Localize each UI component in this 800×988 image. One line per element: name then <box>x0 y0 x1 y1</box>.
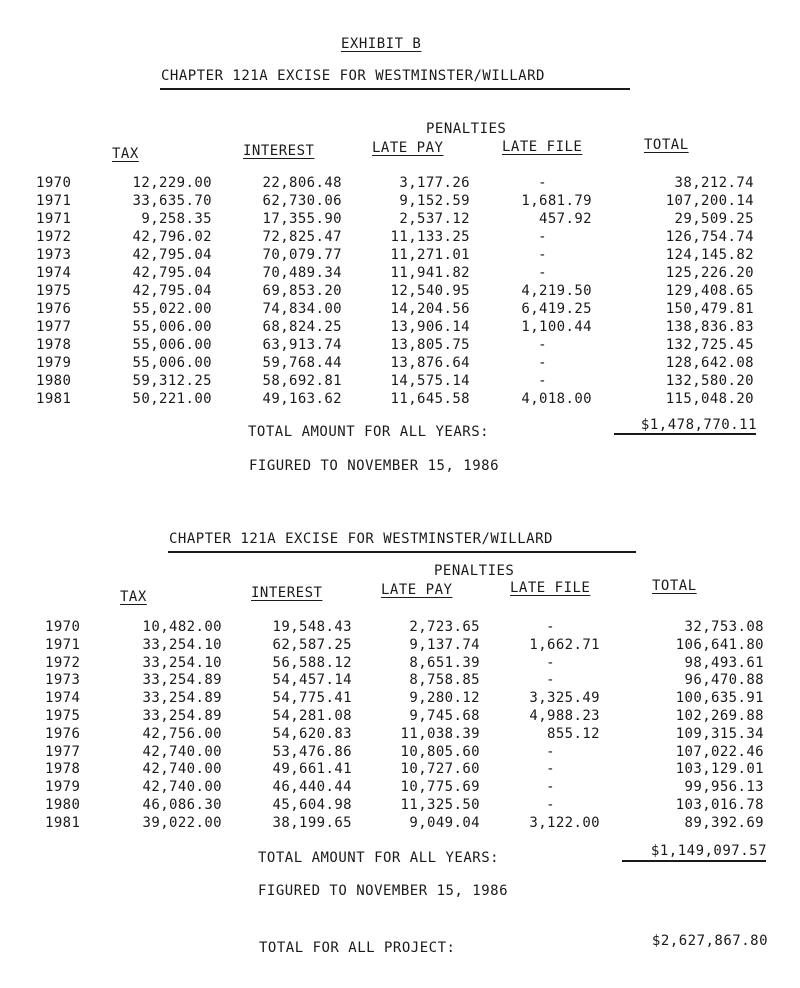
total-value-underline <box>622 860 766 862</box>
year-cell: 1971 <box>36 193 72 209</box>
tax-header: TAX <box>112 146 139 162</box>
total-cell: 100,635.91 <box>675 690 764 707</box>
late-file-cell: - <box>546 797 555 813</box>
late-file-cell: 4,988.23 <box>529 708 600 724</box>
tax-cell: 42,795.04 <box>132 247 212 263</box>
late-file-cell: 6,419.25 <box>521 301 592 317</box>
late-file-cell: - <box>538 337 547 353</box>
late-file-cell: - <box>546 619 555 635</box>
table-row <box>0 761 800 778</box>
late-pay-cell: 13,805.75 <box>390 337 470 353</box>
year-cell: 1978 <box>36 337 72 353</box>
late-pay-header: LATE PAY <box>372 140 444 156</box>
total-cell: 115,048.20 <box>665 391 754 407</box>
grand-total-label: TOTAL FOR ALL PROJECT: <box>259 940 456 956</box>
interest-cell: 62,587.25 <box>272 636 352 653</box>
tax-cell: 42,796.02 <box>132 229 212 245</box>
late-file-cell: 457.92 <box>539 211 592 227</box>
interest-cell: 38,199.65 <box>272 814 352 831</box>
interest-cell: 70,489.34 <box>262 265 342 281</box>
tax-cell: 33,254.89 <box>142 672 222 689</box>
total-all-years-label: TOTAL AMOUNT FOR ALL YEARS: <box>248 424 490 440</box>
tax-cell: 42,740.00 <box>142 779 222 796</box>
late-file-cell: - <box>538 265 547 281</box>
late-pay-cell: 11,038.39 <box>400 725 480 742</box>
late-pay-cell: 2,537.12 <box>399 211 470 227</box>
total-cell: 103,129.01 <box>675 761 764 778</box>
interest-cell: 68,824.25 <box>262 319 342 335</box>
late-file-cell: - <box>546 672 555 689</box>
table-row <box>0 355 800 372</box>
grand-total-value: $2,627,867.80 <box>651 933 768 949</box>
year-cell: 1976 <box>45 725 81 742</box>
late-file-cell: - <box>546 654 555 671</box>
interest-cell: 54,620.83 <box>272 725 352 742</box>
interest-cell: 74,834.00 <box>262 301 342 317</box>
total-cell: 98,493.61 <box>684 654 764 671</box>
tax-cell: 42,756.00 <box>142 725 222 742</box>
late-file-cell: 3,325.49 <box>529 690 600 707</box>
tax-cell: 42,740.00 <box>142 743 222 760</box>
late-pay-cell: 11,325.50 <box>400 797 480 813</box>
section-2-title: CHAPTER 121A EXCISE FOR WESTMINSTER/WILLARD <box>169 531 553 547</box>
penalties-header: PENALTIES <box>434 563 515 579</box>
tax-cell: 46,086.30 <box>142 797 222 813</box>
table-row <box>0 744 800 761</box>
table-row <box>0 726 800 743</box>
interest-cell: 56,588.12 <box>272 654 352 671</box>
tax-cell: 12,229.00 <box>132 175 212 191</box>
tax-cell: 39,022.00 <box>142 814 222 831</box>
interest-cell: 19,548.43 <box>272 619 352 635</box>
table-row <box>0 283 800 300</box>
year-cell: 1975 <box>36 283 72 299</box>
interest-cell: 22,806.48 <box>262 175 342 191</box>
total-cell: 128,642.08 <box>665 355 754 371</box>
late-pay-cell: 11,133.25 <box>390 229 470 245</box>
total-cell: 103,016.78 <box>675 797 764 813</box>
total-cell: 107,200.14 <box>665 193 754 209</box>
late-pay-cell: 3,177.26 <box>399 175 470 191</box>
total-cell: 138,836.83 <box>665 319 754 335</box>
table-row <box>0 247 800 264</box>
late-pay-cell: 14,204.56 <box>390 301 470 317</box>
interest-cell: 17,355.90 <box>262 211 342 227</box>
tax-cell: 33,254.10 <box>142 636 222 653</box>
tax-cell: 33,254.10 <box>142 654 222 671</box>
late-file-cell: - <box>538 247 547 263</box>
tax-cell: 33,254.89 <box>142 708 222 724</box>
tax-header: TAX <box>120 589 147 605</box>
tax-cell: 55,006.00 <box>132 337 212 353</box>
late-file-cell: 3,122.00 <box>529 814 600 831</box>
total-cell: 150,479.81 <box>665 301 754 317</box>
interest-cell: 58,692.81 <box>262 373 342 389</box>
total-cell: 38,212.74 <box>674 175 754 191</box>
table-row <box>0 301 800 318</box>
late-pay-cell: 11,941.82 <box>390 265 470 281</box>
table-row <box>0 391 800 408</box>
late-file-cell: - <box>546 761 555 778</box>
late-file-cell: 4,018.00 <box>521 391 592 407</box>
late-pay-cell: 11,645.58 <box>390 391 470 407</box>
table-row <box>0 672 800 689</box>
table-row <box>0 265 800 282</box>
total-value-underline <box>614 433 756 435</box>
exhibit-title: EXHIBIT B <box>341 36 422 52</box>
late-pay-cell: 13,906.14 <box>390 319 470 335</box>
interest-cell: 72,825.47 <box>262 229 342 245</box>
interest-cell: 54,457.14 <box>272 672 352 689</box>
tax-cell: 33,635.70 <box>132 193 212 209</box>
tax-cell: 50,221.00 <box>132 391 212 407</box>
interest-cell: 54,281.08 <box>272 708 352 724</box>
table-row <box>0 637 800 654</box>
total-cell: 109,315.34 <box>675 725 764 742</box>
late-file-cell: - <box>546 743 555 760</box>
late-file-cell: - <box>538 175 547 191</box>
table-row <box>0 373 800 390</box>
total-cell: 89,392.69 <box>684 814 764 831</box>
penalties-header: PENALTIES <box>426 121 507 137</box>
year-cell: 1970 <box>45 619 81 635</box>
tax-cell: 42,740.00 <box>142 761 222 778</box>
interest-cell: 49,163.62 <box>262 391 342 407</box>
late-pay-cell: 8,651.39 <box>409 654 480 671</box>
table-row <box>0 193 800 210</box>
tax-cell: 59,312.25 <box>132 373 212 389</box>
late-pay-cell: 12,540.95 <box>390 283 470 299</box>
late-pay-cell: 11,271.01 <box>390 247 470 263</box>
table-row <box>0 175 800 192</box>
year-cell: 1973 <box>36 247 72 263</box>
tax-cell: 10,482.00 <box>142 619 222 635</box>
figured-to-date: FIGURED TO NOVEMBER 15, 1986 <box>258 883 509 899</box>
table-row <box>0 619 800 636</box>
late-pay-header: LATE PAY <box>381 582 453 598</box>
tax-cell: 42,795.04 <box>132 265 212 281</box>
year-cell: 1970 <box>36 175 72 191</box>
tax-cell: 55,006.00 <box>132 319 212 335</box>
total-cell: 132,580.20 <box>665 373 754 389</box>
total-cell: 32,753.08 <box>684 619 764 635</box>
interest-header: INTEREST <box>243 143 315 159</box>
year-cell: 1974 <box>36 265 72 281</box>
year-cell: 1980 <box>36 373 72 389</box>
late-pay-cell: 10,727.60 <box>400 761 480 778</box>
table-row <box>0 815 800 832</box>
year-cell: 1981 <box>45 814 81 831</box>
late-pay-cell: 8,758.85 <box>409 672 480 689</box>
total-cell: 96,470.88 <box>684 672 764 689</box>
year-cell: 1981 <box>36 391 72 407</box>
year-cell: 1971 <box>36 211 72 227</box>
interest-cell: 69,853.20 <box>262 283 342 299</box>
late-file-cell: 1,100.44 <box>521 319 592 335</box>
late-file-cell: 1,681.79 <box>521 193 592 209</box>
interest-cell: 70,079.77 <box>262 247 342 263</box>
total-cell: 129,408.65 <box>665 283 754 299</box>
year-cell: 1974 <box>45 690 81 707</box>
interest-cell: 62,730.06 <box>262 193 342 209</box>
total-cell: 106,641.80 <box>675 636 764 653</box>
year-cell: 1978 <box>45 761 81 778</box>
total-cell: 29,509.25 <box>674 211 754 227</box>
year-cell: 1973 <box>45 672 81 689</box>
late-file-cell: - <box>538 355 547 371</box>
year-cell: 1972 <box>36 229 72 245</box>
table-row <box>0 708 800 725</box>
late-pay-cell: 14,575.14 <box>390 373 470 389</box>
total-header: TOTAL <box>644 137 689 153</box>
year-cell: 1979 <box>36 355 72 371</box>
table-row <box>0 211 800 228</box>
section-1-title-underline <box>160 88 630 90</box>
tax-cell: 55,006.00 <box>132 355 212 371</box>
table-row <box>0 229 800 246</box>
year-cell: 1971 <box>45 636 81 653</box>
section-1-title: CHAPTER 121A EXCISE FOR WESTMINSTER/WILLARD <box>161 68 545 84</box>
late-file-header: LATE FILE <box>502 139 583 155</box>
late-file-cell: 4,219.50 <box>521 283 592 299</box>
year-cell: 1980 <box>45 797 81 813</box>
late-pay-cell: 9,137.74 <box>409 636 480 653</box>
late-pay-cell: 13,876.64 <box>390 355 470 371</box>
total-all-years-value: $1,478,770.11 <box>640 417 757 433</box>
interest-cell: 53,476.86 <box>272 743 352 760</box>
interest-cell: 54,775.41 <box>272 690 352 707</box>
year-cell: 1976 <box>36 301 72 317</box>
late-pay-cell: 2,723.65 <box>409 619 480 635</box>
interest-cell: 45,604.98 <box>272 797 352 813</box>
late-file-cell: - <box>538 229 547 245</box>
total-all-years-value: $1,149,097.57 <box>650 843 767 859</box>
late-file-cell: - <box>538 373 547 389</box>
late-pay-cell: 9,152.59 <box>399 193 470 209</box>
year-cell: 1977 <box>45 743 81 760</box>
late-file-cell: 855.12 <box>547 725 600 742</box>
tax-cell: 42,795.04 <box>132 283 212 299</box>
interest-cell: 59,768.44 <box>262 355 342 371</box>
tax-cell: 9,258.35 <box>141 211 212 227</box>
interest-cell: 63,913.74 <box>262 337 342 353</box>
late-file-cell: - <box>546 779 555 796</box>
tax-cell: 33,254.89 <box>142 690 222 707</box>
late-file-header: LATE FILE <box>510 580 591 596</box>
year-cell: 1977 <box>36 319 72 335</box>
table-row <box>0 337 800 354</box>
year-cell: 1972 <box>45 654 81 671</box>
table-row <box>0 797 800 814</box>
late-pay-cell: 10,775.69 <box>400 779 480 796</box>
year-cell: 1975 <box>45 708 81 724</box>
total-cell: 99,956.13 <box>684 779 764 796</box>
table-row <box>0 779 800 796</box>
interest-cell: 46,440.44 <box>272 779 352 796</box>
total-cell: 124,145.82 <box>665 247 754 263</box>
late-pay-cell: 10,805.60 <box>400 743 480 760</box>
total-cell: 107,022.46 <box>675 743 764 760</box>
total-cell: 132,725.45 <box>665 337 754 353</box>
total-cell: 102,269.88 <box>675 708 764 724</box>
figured-to-date: FIGURED TO NOVEMBER 15, 1986 <box>249 458 500 474</box>
table-row <box>0 690 800 707</box>
total-cell: 126,754.74 <box>665 229 754 245</box>
interest-cell: 49,661.41 <box>272 761 352 778</box>
section-2-title-underline <box>168 551 636 553</box>
total-all-years-label: TOTAL AMOUNT FOR ALL YEARS: <box>258 850 500 866</box>
table-row <box>0 319 800 336</box>
interest-header: INTEREST <box>251 585 323 601</box>
tax-cell: 55,022.00 <box>132 301 212 317</box>
total-header: TOTAL <box>652 578 697 594</box>
late-pay-cell: 9,049.04 <box>409 814 480 831</box>
total-cell: 125,226.20 <box>665 265 754 281</box>
year-cell: 1979 <box>45 779 81 796</box>
late-pay-cell: 9,745.68 <box>409 708 480 724</box>
table-row <box>0 655 800 672</box>
late-file-cell: 1,662.71 <box>529 636 600 653</box>
late-pay-cell: 9,280.12 <box>409 690 480 707</box>
